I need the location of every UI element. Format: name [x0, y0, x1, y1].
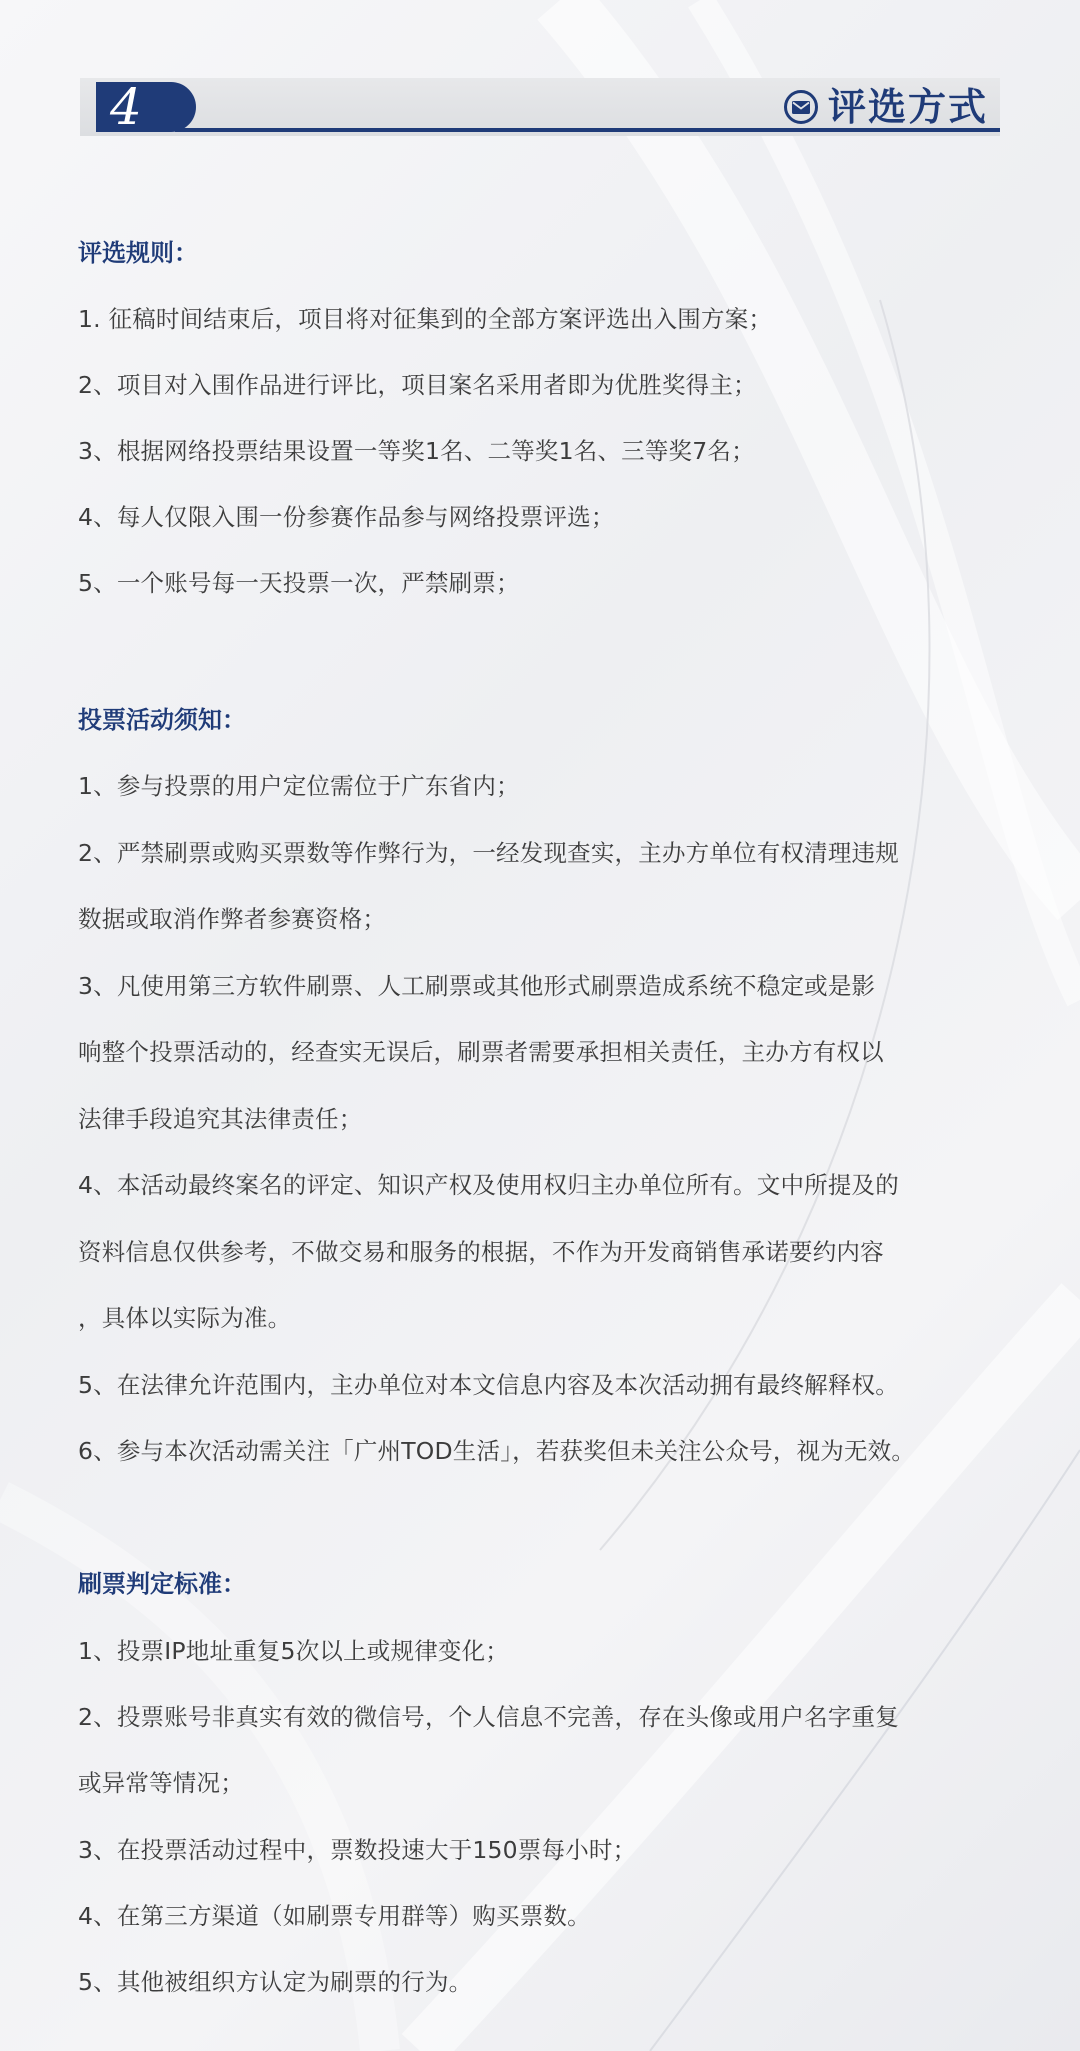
criteria-line: 1、投票IP地址重复5次以上或规律变化； — [78, 1637, 510, 1665]
notice-line: 4、本活动最终案名的评定、知识产权及使用权归主办单位所有。文中所提及的 — [78, 1171, 899, 1199]
notice-line: 法律手段追究其法律责任； — [78, 1105, 363, 1133]
notice-line: 资料信息仅供参考，不做交易和服务的根据，不作为开发商销售承诺要约内容 — [78, 1238, 884, 1266]
notice-line: 3、凡使用第三方软件刷票、人工刷票或其他形式刷票造成系统不稳定或是影 — [78, 972, 876, 1000]
notice-line: 响整个投票活动的，经查实无误后，刷票者需要承担相关责任，主办方有权以 — [78, 1038, 884, 1066]
rule-line: 1. 征稿时间结束后，项目将对征集到的全部方案评选出入围方案； — [78, 305, 773, 333]
notice-line: 1、参与投票的用户定位需位于广东省内； — [78, 772, 520, 800]
rule-line: 5、一个账号每一天投票一次，严禁刷票； — [78, 569, 520, 597]
rule-line: 3、根据网络投票结果设置一等奖1名、二等奖1名、三等奖7名； — [78, 437, 755, 465]
mail-icon — [784, 90, 818, 124]
criteria-line: 4、在第三方渠道（如刷票专用群等）购买票数。 — [78, 1902, 591, 1930]
section-heading-voting-notice: 投票活动须知： — [78, 706, 246, 734]
section-heading-fraud-criteria: 刷票判定标准： — [78, 1570, 246, 1598]
section-title: 评选方式 — [827, 85, 988, 129]
criteria-line: 3、在投票活动过程中，票数投速大于150票每小时； — [78, 1836, 637, 1864]
notice-line: ，具体以实际为准。 — [78, 1304, 292, 1332]
criteria-line: 或异常等情况； — [78, 1769, 244, 1797]
rule-line: 4、每人仅限入围一份参赛作品参与网络投票评选； — [78, 503, 615, 531]
criteria-line: 5、其他被组织方认定为刷票的行为。 — [78, 1968, 473, 1996]
rule-line: 2、项目对入围作品进行评比，项目案名采用者即为优胜奖得主； — [78, 371, 757, 399]
criteria-line: 2、投票账号非真实有效的微信号，个人信息不完善，存在头像或用户名字重复 — [78, 1703, 899, 1731]
section-header-title-group — [784, 80, 988, 134]
section-number: 4 — [110, 78, 142, 136]
notice-line: 2、严禁刷票或购买票数等作弊行为，一经发现查实，主办方单位有权清理违规 — [78, 839, 899, 867]
notice-line: 5、在法律允许范围内，主办单位对本文信息内容及本次活动拥有最终解释权。 — [78, 1371, 899, 1399]
notice-line: 6、参与本次活动需关注「广州TOD生活」，若获奖但未关注公众号，视为无效。 — [78, 1437, 916, 1465]
notice-line: 数据或取消作弊者参赛资格； — [78, 905, 387, 933]
section-heading-selection-rules: 评选规则： — [78, 239, 198, 267]
